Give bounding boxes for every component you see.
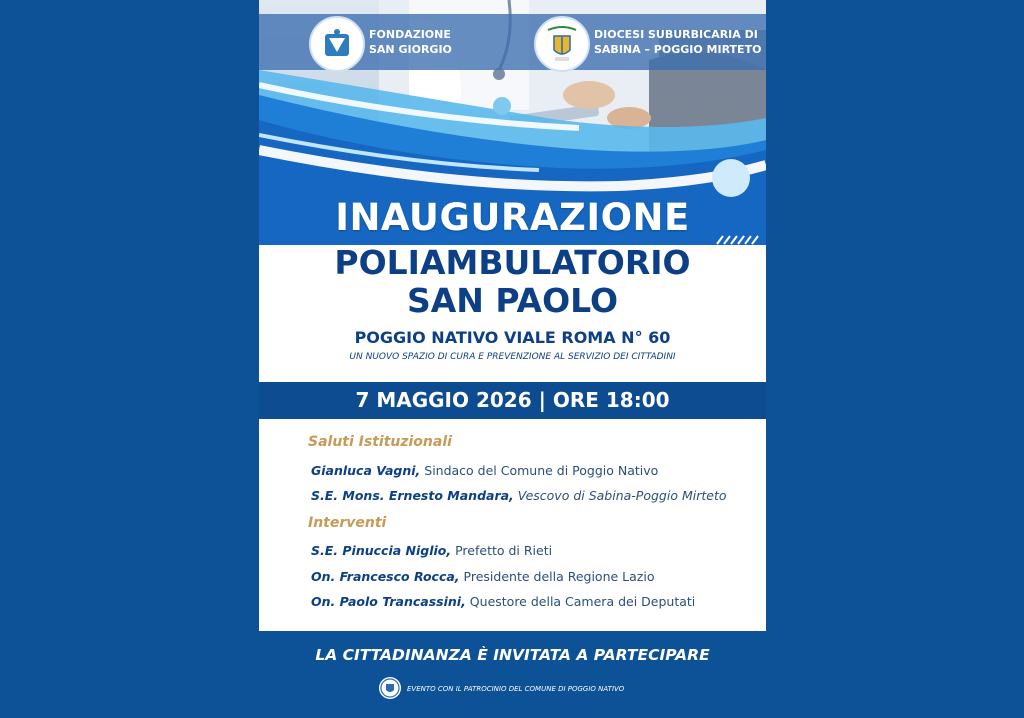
speaker-name: On. Paolo Trancassini,	[311, 594, 466, 609]
program-panel	[259, 419, 766, 631]
speaker-role: Sindaco del Comune di Poggio Nativo	[420, 463, 659, 478]
speaker-role: Vescovo di Sabina-Poggio Mirteto	[513, 488, 727, 503]
speaker-role: Questore della Camera dei Deputati	[465, 594, 696, 609]
invitation-text: LA CITTADINANZA È INVITATA A PARTECIPARE	[315, 646, 710, 664]
speaker-name: S.E. Pinuccia Niglio,	[311, 543, 452, 558]
org-right-line1: DIOCESI SUBURBICARIA DI	[594, 28, 758, 41]
event-subtitle-line1: POLIAMBULATORIO	[334, 243, 691, 282]
patronage-note: EVENTO CON IL PATROCINIO DEL COMUNE DI POGGIO NATIVO	[407, 685, 625, 693]
speaker-role: Presidente della Regione Lazio	[459, 569, 655, 584]
speaker-name: Gianluca Vagni,	[311, 463, 421, 478]
event-address: POGGIO NATIVO VIALE ROMA N° 60	[354, 328, 671, 347]
org-left-line1: FONDAZIONE	[369, 28, 451, 41]
event-tagline: UN NUOVO SPAZIO DI CURA E PREVENZIONE AL SERVIZIO DEI CITTADINI	[349, 352, 676, 362]
diocese-coat-of-arms-icon	[534, 16, 590, 72]
event-poster	[259, 0, 766, 718]
org-left-line2: SAN GIORGIO	[369, 43, 452, 56]
event-date-time: 7 MAGGIO 2026 | ORE 18:00	[259, 382, 766, 419]
foundation-emblem-icon	[309, 16, 365, 72]
speaker-role: Prefetto di Rieti	[451, 543, 553, 558]
list-item	[311, 569, 654, 584]
municipality-crest-icon	[379, 677, 401, 699]
event-subtitle-line2: SAN PAOLO	[406, 281, 619, 320]
list-item	[311, 463, 658, 478]
speaker-name: S.E. Mons. Ernesto Mandara,	[311, 488, 514, 503]
speaker-name: On. Francesco Rocca,	[311, 569, 460, 584]
org-right-line2: SABINA – POGGIO MIRTETO	[594, 43, 762, 56]
greetings-heading: Saluti Istituzionali	[308, 434, 452, 450]
speeches-heading: Interventi	[308, 515, 387, 531]
list-item	[311, 594, 695, 609]
event-title: INAUGURAZIONE	[335, 196, 690, 239]
list-item	[311, 488, 727, 503]
list-item	[311, 543, 552, 558]
